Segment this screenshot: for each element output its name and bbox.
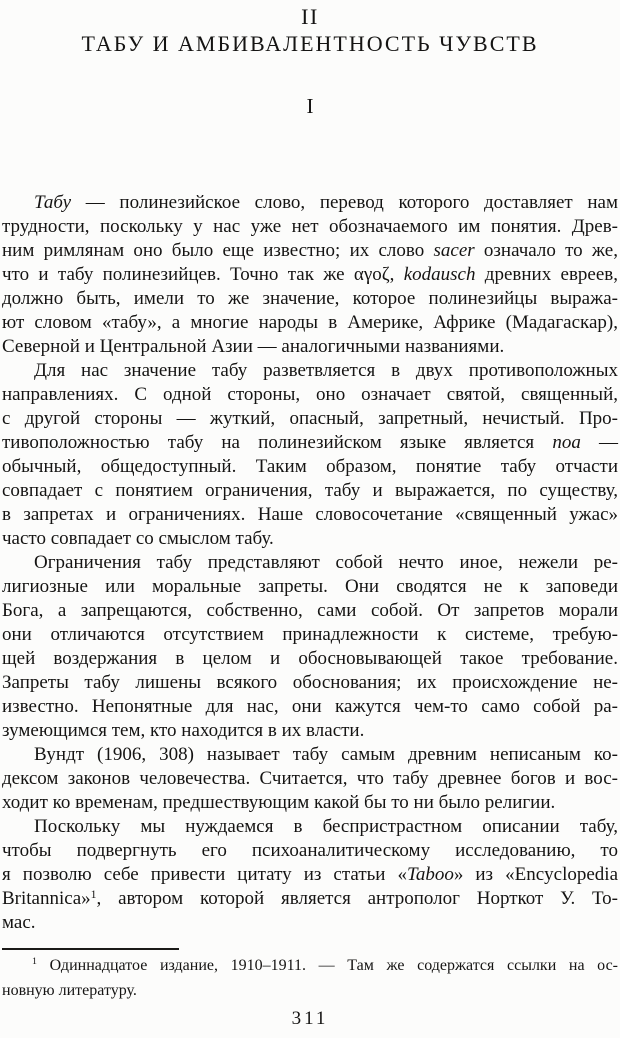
text-line: мас. (2, 912, 36, 933)
text-line: в запретах и ограничениях. Наше словосочетание «священный ужас» (2, 504, 618, 525)
text-line: щей воздержания в целом и обосновывающей такое требование. (2, 648, 618, 669)
text-line: с другой стороны — жуткий, опасный, запретный, нечистый. Про- (2, 408, 618, 429)
text-line: зумеющимся тем, кто находится в их власти. (2, 720, 365, 741)
text-line: я позволю себе привести цитату из статьи «Taboo» из «Encyclopedia (2, 864, 618, 885)
italic-term: sacer (433, 240, 475, 261)
text-line: должно быть, имели то же значение, которое полинезийцы выража- (2, 288, 618, 309)
text-line: дексом законов человечества. Считается, что табу древнее богов и вос- (2, 768, 618, 789)
text-line: Табу — полинезийское слово, перевод которого доставляет нам (34, 192, 618, 213)
text-line: Для нас значение табу разветвляется в двух противоположных (34, 360, 618, 381)
text-line: что и табу полинезийцев. Точно так же αγοζ, kodausch древних евреев, (2, 264, 619, 285)
text-line: ним римлянам оно было еще известно; их слово sacer означало то же, (2, 240, 618, 261)
text-line: трудности, поскольку у нас уже нет обозначаемого им понятия. Древ- (2, 216, 618, 237)
text-line: Ограничения табу представляют собой нечто иное, нежели ре- (34, 552, 618, 573)
chapter-number: II (301, 4, 319, 29)
paragraph (2, 359, 618, 551)
italic-term: kodausch (403, 264, 476, 285)
italic-term: Taboo (407, 864, 454, 885)
italic-term: noa (552, 432, 581, 453)
page-number: 311 (291, 1008, 329, 1029)
text-line: ют словом «табу», а многие народы в Америке, Африке (Мадагаскар), (2, 312, 618, 333)
paragraph (2, 743, 618, 815)
text-line: Britannica»$^1$, автором которой является антрополог Норткот У. То- (2, 888, 618, 909)
footnote-separator (2, 948, 179, 950)
text-line: лигиозные или моральные запреты. Они сводятся не к заповеди (2, 576, 618, 597)
text-line: $^1$ Одиннадцатое издание, 1910–1911. — Там же содержатся ссылки на ос- (32, 956, 618, 974)
text-line: совпадает с понятием ограничения, табу и выражается, по существу, (2, 480, 618, 501)
book-page (0, 3, 620, 1038)
paragraph (2, 191, 618, 359)
text-line: они отличаются отсутствием принадлежности к системе, требую- (2, 624, 618, 645)
text-line: ходит ко временам, предшествующим какой бы то ни было религии. (2, 792, 556, 813)
paragraph (2, 551, 618, 743)
text-line: Бога, а запрещаются, собственно, сами собой. От запретов морали (2, 600, 618, 621)
footnote (2, 953, 618, 1003)
body-text (2, 191, 618, 935)
text-line: Вундт (1906, 308) называет табу самым древним неписаным ко- (34, 744, 618, 765)
text-line: Поскольку мы нуждаемся в беспристрастном описании табу, (34, 816, 618, 837)
text-line: известно. Непонятные для нас, они кажутся чем-то само собой ра- (2, 696, 618, 717)
text-line: новную литературу. (2, 982, 137, 999)
text-line: часто совпадает со смыслом табу. (2, 528, 274, 549)
italic-term: Табу (34, 192, 72, 213)
text-line: обычный, общедоступный. Таким образом, понятие табу отчасти (2, 456, 618, 477)
footnote-marker: 1 (32, 956, 37, 967)
text-line: Запреты табу лишены всякого обоснования; их происхождение не- (2, 672, 618, 693)
text-line: Северной и Центральной Азии — аналогичными названиями. (2, 336, 505, 357)
section-number: I (306, 94, 314, 118)
paragraph (2, 815, 618, 935)
footnote-marker: 1 (90, 888, 97, 901)
chapter-title: ТАБУ И АМБИВАЛЕНТНОСТЬ ЧУВСТВ (81, 31, 539, 56)
text-line: чтобы подвергнуть его психоаналитическому исследованию, то (2, 840, 618, 861)
text-line: тивоположностью табу на полинезийском языке является noa — (2, 432, 618, 453)
text-line: направлениях. С одной стороны, оно означает святой, священный, (2, 384, 618, 405)
